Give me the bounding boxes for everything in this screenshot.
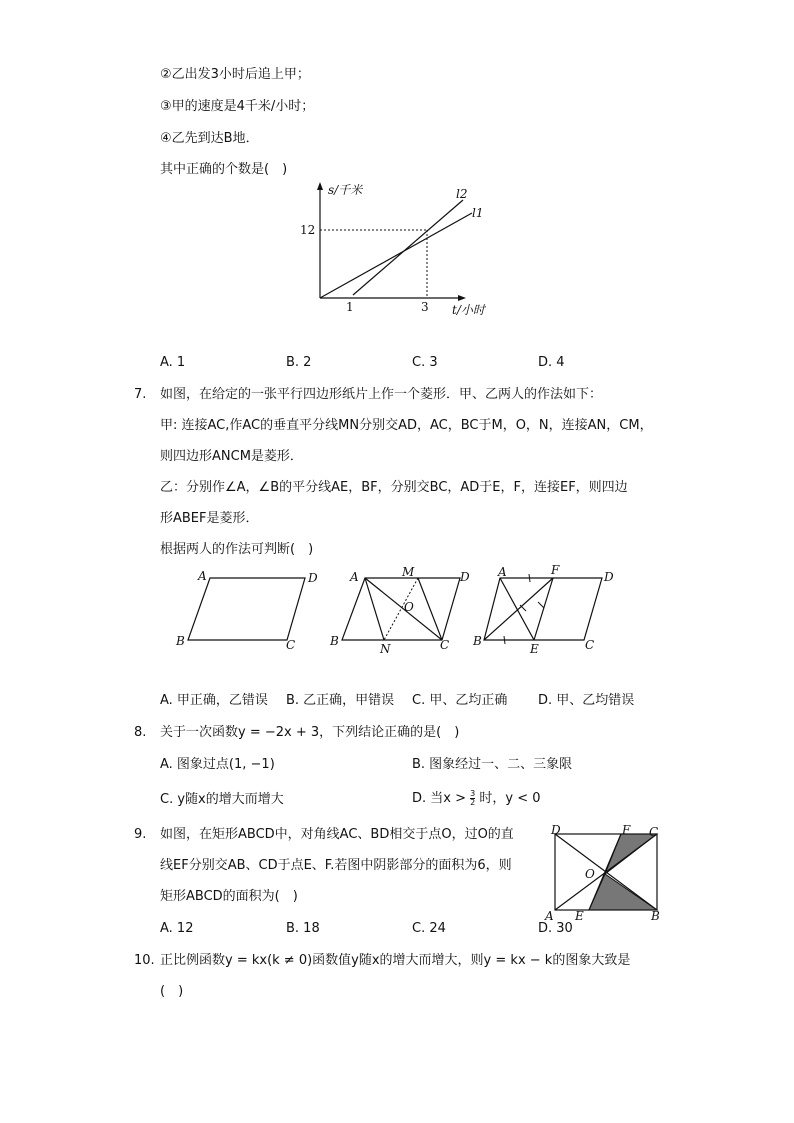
q7-fig2-label-m: M — [402, 565, 415, 579]
q6-statement-4: ④乙先到达B地． — [160, 131, 259, 146]
q9-label-c: C — [649, 825, 659, 839]
q9-label-e: E — [575, 909, 584, 923]
q7-line-5: 形ABEF是菱形． — [160, 511, 259, 526]
q7-fig1-label-b: B — [176, 634, 185, 648]
q8-option-d-suffix: 时，y < 0 — [479, 791, 541, 806]
q7-fig1-label-a: A — [198, 569, 207, 583]
q6-line-2-label: l2 — [456, 187, 468, 201]
q6-distance-time-graph — [290, 180, 500, 320]
q6-statement-2: ②乙出发3小时后追上甲； — [160, 67, 310, 82]
q7-fig3-label-e: E — [530, 642, 539, 656]
q8-option-a[interactable]: A. 图象过点(1, −1) — [160, 757, 275, 772]
q9-option-a[interactable]: A. 12 — [160, 921, 194, 936]
q7-fig1-label-d: D — [308, 571, 318, 585]
q7-line-1: 如图，在给定的一张平行四边形纸片上作一个菱形．甲、乙两人的作法如下： — [160, 387, 603, 402]
q8-fraction-denominator: 2 — [470, 798, 476, 807]
q8-number: 8. — [134, 725, 147, 740]
q7-option-b[interactable]: B. 乙正确，甲错误 — [286, 693, 395, 708]
q7-option-a[interactable]: A. 甲正确，乙错误 — [160, 693, 268, 708]
q9-option-b[interactable]: B. 18 — [286, 921, 320, 936]
q9-line-1: 如图，在矩形ABCD中，对角线AC、BD相交于点O，过O的直 — [160, 827, 514, 842]
q9-rectangle-figure — [545, 823, 665, 924]
q9-line-2: 线EF分别交AB、CD于点E、F.若图中阴影部分的面积为6，则 — [160, 858, 512, 873]
q9-number: 9. — [134, 827, 147, 842]
q7-fig3-label-a: A — [498, 565, 507, 579]
q7-line-2: 甲: 连接AC,作AC的垂直平分线MN分别交AD，AC，BC于M，O，N，连接AN，CM， — [160, 418, 653, 433]
q9-option-c[interactable]: C. 24 — [412, 921, 446, 936]
q7-fig3-label-b: B — [473, 634, 482, 648]
q6-line-1-label: l1 — [472, 206, 484, 220]
q8-option-d-prefix: D. 当x > — [412, 791, 466, 806]
q7-figures — [170, 565, 630, 660]
q6-y-tick-12: 12 — [300, 223, 316, 237]
q6-option-b[interactable]: B. 2 — [286, 355, 312, 370]
q6-option-d[interactable]: D. 4 — [538, 355, 565, 370]
q7-fig2-label-d: D — [460, 570, 470, 584]
q7-number: 7. — [134, 387, 147, 402]
q7-option-c[interactable]: C. 甲、乙均正确 — [412, 693, 508, 708]
q7-line-3: 则四边形ANCM是菱形． — [160, 449, 303, 464]
q7-fig3-label-f: F — [551, 563, 560, 577]
q10-line-1: 正比例函数y = kx(k ≠ 0)函数值y随x的增大而增大，则y = kx − k的图象大致是 — [160, 953, 631, 968]
q9-option-d[interactable]: D. 30 — [538, 921, 573, 936]
q8-stem: 关于一次函数y = −2x + 3，下列结论正确的是( ) — [160, 725, 460, 740]
q9-label-b: B — [651, 909, 660, 923]
q7-question: 根据两人的作法可判断( ) — [160, 542, 314, 557]
q7-option-d[interactable]: D. 甲、乙均错误 — [538, 693, 635, 708]
q7-line-4: 乙：分别作∠A，∠B的平分线AE，BF，分别交BC，AD于E，F，连接EF，则四边 — [160, 480, 628, 495]
q6-statement-3: ③甲的速度是4千米/小时； — [160, 99, 315, 114]
q10-number: 10. — [134, 953, 155, 968]
q9-line-3: 矩形ABCD的面积为( ) — [160, 889, 298, 904]
q7-fig2-label-o: O — [404, 600, 414, 614]
q7-fig2-label-n: N — [380, 642, 391, 656]
q10-line-2: ( ) — [160, 984, 184, 999]
q9-label-f: F — [622, 823, 631, 837]
q9-label-d: D — [551, 823, 561, 837]
q8-option-d-fraction — [470, 790, 475, 807]
q7-fig2-label-c: C — [440, 638, 450, 652]
q7-fig1-label-c: C — [286, 638, 296, 652]
q7-fig2-label-b: B — [330, 634, 339, 648]
q6-x-tick-1: 1 — [346, 300, 354, 314]
q7-fig3-label-d: D — [604, 570, 614, 584]
q6-question: 其中正确的个数是( ) — [160, 162, 288, 177]
q6-x-axis-label: t/小时 — [452, 303, 485, 317]
q8-option-d[interactable] — [412, 790, 541, 808]
q7-fig3-label-c: C — [585, 638, 595, 652]
q9-label-o: O — [585, 867, 595, 881]
q7-fig2-label-a: A — [350, 570, 359, 584]
q6-y-axis-label: s/千米 — [328, 183, 363, 197]
q9-label-a: A — [545, 909, 554, 923]
q6-option-a[interactable]: A. 1 — [160, 355, 186, 370]
q6-option-c[interactable]: C. 3 — [412, 355, 438, 370]
q8-option-b[interactable]: B. 图象经过一、二、三象限 — [412, 757, 573, 772]
q8-option-c[interactable]: C. y随x的增大而增大 — [160, 792, 284, 807]
q8-fraction-numerator: 3 — [470, 789, 476, 798]
q6-x-tick-3: 3 — [421, 300, 429, 314]
